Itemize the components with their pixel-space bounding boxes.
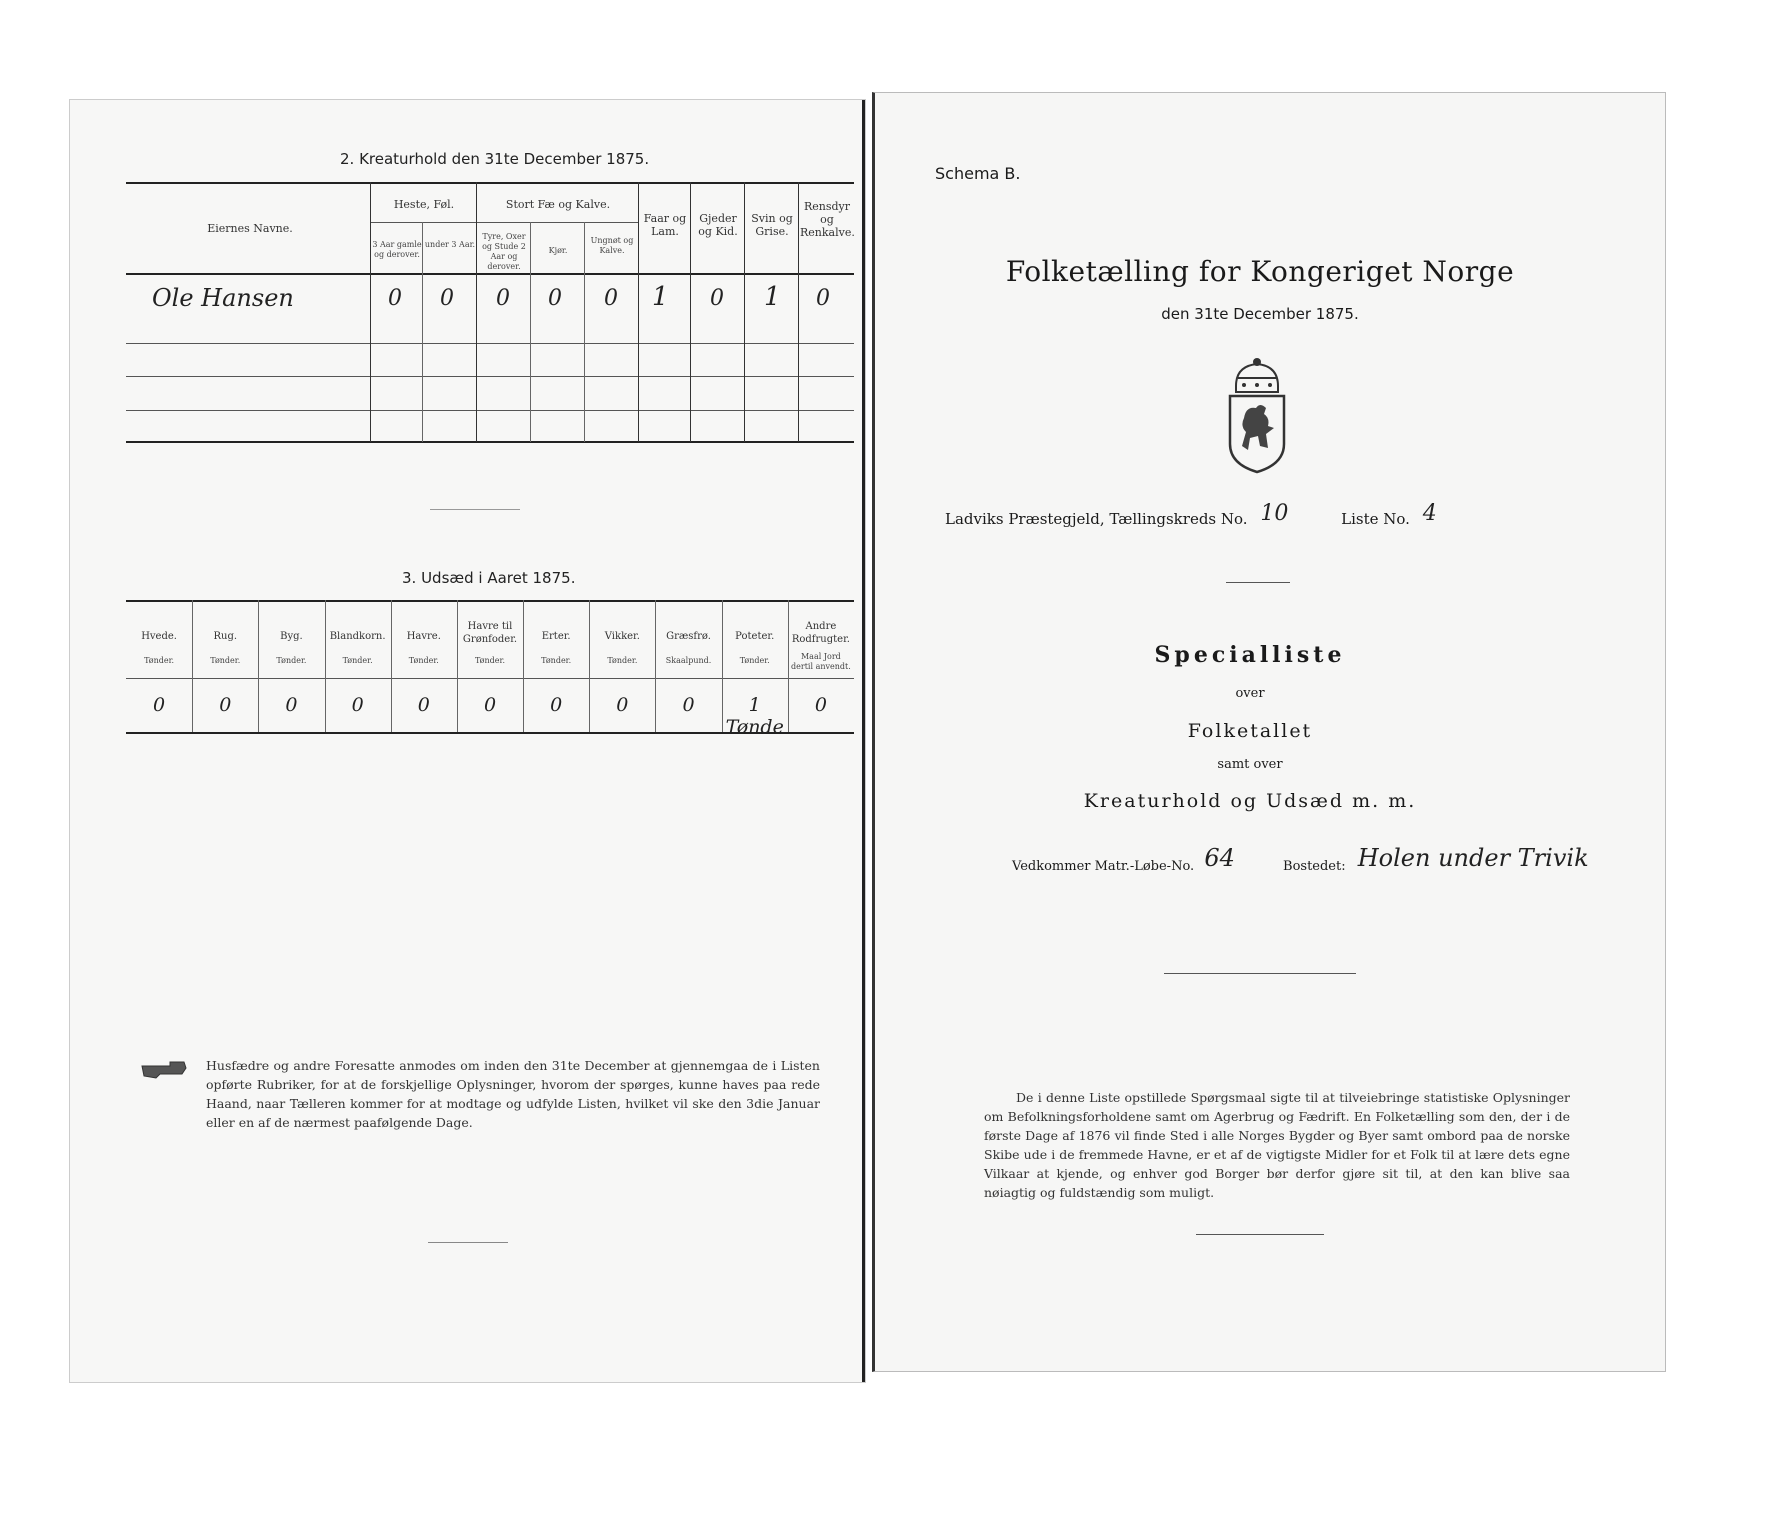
crop-value: 0 (814, 694, 827, 716)
parish-line (945, 501, 1505, 530)
parish-label: Ladviks Præstegjeld, (945, 510, 1105, 528)
bosted-value: Holen under Trivik (1357, 844, 1589, 872)
sub-bulls: Tyre, Oxer og Stude 2 Aar og derover. (482, 232, 526, 271)
value-bulls: 0 (496, 286, 510, 311)
crop-table-title: 3. Udsæd i Aaret 1875. (402, 569, 576, 587)
specialliste-heading: Specialliste (1154, 642, 1346, 668)
crop-col-header: Blandkorn. (329, 631, 386, 642)
crop-col-header: Andre Rodfrugter. (791, 621, 850, 645)
crop-col-header: Havre. (406, 631, 441, 642)
crop-value: 0 (616, 694, 629, 716)
col-sep (530, 222, 531, 442)
census-title: Folketælling for Kongeriget Norge (1005, 255, 1515, 288)
over-text-1: over (1235, 686, 1265, 701)
crop-col-unit: Tønder. (144, 656, 175, 665)
crop-value: 0 (682, 694, 695, 716)
crop-value: 0 (285, 694, 298, 716)
sub-young-cattle: Ungnøt og Kalve. (590, 236, 634, 255)
crop-col-header: Vikker. (604, 631, 640, 642)
crop-value: 0 (153, 694, 166, 716)
col-sep (370, 182, 371, 442)
crop-col-unit: Tønder. (739, 656, 770, 665)
crop-col-unit: Tønder. (342, 656, 373, 665)
group-cattle: Stort Fæ og Kalve. (505, 198, 611, 211)
col-sep (798, 182, 799, 442)
col-sep (476, 182, 477, 442)
value-sheep: 1 (652, 282, 669, 312)
folketallet-text: Folketallet (1187, 720, 1313, 742)
crop-col-unit: Tønder. (541, 656, 572, 665)
notice-text: Husfædre og andre Foresatte anmodes om inden den 31te December at gjennemgaa de i Listen opførte Rubriker, for at de forskjellige Oplysninger, hvorom der spørges, kunne haves paa rede Haand, naar Tælleren kommer for at modtage og udfylde Listen, hvilket vil ske den 3die Januar eller en af de nærmest paafølgende Dage. (206, 1058, 820, 1130)
owner-name: Ole Hansen (152, 284, 294, 312)
matr-value: 64 (1204, 844, 1235, 872)
samt-over-text: samt over (1217, 757, 1283, 772)
matr-label: Vedkommer Matr.-Løbe-No. (1012, 859, 1195, 874)
district-label: Tællingskreds No. (1109, 510, 1248, 528)
crop-col-header: Poteter. (735, 631, 775, 642)
sub-horses-old: 3 Aar gamle og derover. (372, 240, 422, 259)
livestock-table-title: 2. Kreaturhold den 31te December 1875. (340, 150, 650, 168)
crop-col-header: Rug. (213, 631, 238, 642)
group-horses: Heste, Føl. (393, 198, 455, 211)
crop-col-unit: Tønder. (210, 656, 241, 665)
sub-horses-young: under 3 Aar. (424, 240, 476, 249)
value-horses-old: 0 (388, 286, 402, 311)
rule-3 (1196, 1234, 1324, 1235)
group-pigs: Svin og Grise. (751, 212, 793, 238)
crop-col-unit: Tønder. (607, 656, 638, 665)
subject-text: Kreaturhold og Udsæd m. m. (1083, 790, 1417, 812)
district-value: 10 (1260, 501, 1289, 526)
livestock-group-rule (370, 222, 638, 223)
explanatory-paragraph: De i denne Liste opstillede Spørgsmaal sigte til at tilveiebringe statistiske Oplysninger om Befolkningsforholdene samt om Agerbrug og Fædrift. En Folketælling som den, der i de første Dage af 1876 vil finde Sted i alle Norges Bygder og Byer samt ombord paa de norske Skibe ude i de fremmede Havne, er et af de vigtigste Midler for et Folk til at lære dets egne Vilkaar at kjende, og enhver god Borger bør derfor gjøre sit til, at den kan blive saa nøiagtig og fuldstændig som muligt. (984, 1090, 1570, 1200)
crop-col-header: Havre til Grønfoder. (462, 621, 518, 645)
crop-table-top-rule (126, 600, 854, 602)
col-sep (422, 222, 423, 442)
group-sheep: Faar og Lam. (643, 212, 687, 238)
crop-header-bottom-rule (126, 678, 854, 679)
crop-col-unit: Maal Jord dertil anvendt. (791, 652, 851, 671)
crop-col-header: Byg. (280, 631, 303, 642)
crop-col-unit: Skaalpund. (665, 656, 712, 665)
group-reindeer: Rensdyr og Renkalve. (800, 200, 855, 239)
crop-value: 0 (550, 694, 563, 716)
crop-value: 0 (417, 694, 430, 716)
census-subtitle: den 31te December 1875. (1161, 305, 1359, 323)
value-cows: 0 (548, 286, 562, 311)
crop-col-header: Græsfrø. (666, 631, 711, 642)
col-sep (638, 182, 639, 442)
rule-2 (1164, 973, 1356, 974)
col-sep (690, 182, 691, 442)
value-young-cattle: 0 (604, 286, 618, 311)
owner-header: Eiernes Navne. (207, 222, 293, 235)
crop-col-unit: Tønder. (474, 656, 505, 665)
crop-value: 0 (483, 694, 497, 716)
crop-col-header: Hvede. (141, 631, 177, 642)
list-label: Liste No. (1341, 510, 1410, 528)
crop-value: 0 (351, 694, 364, 716)
crop-col-unit: Tønder. (276, 656, 307, 665)
schema-label: Schema B. (935, 164, 1021, 183)
sub-cows: Kjør. (548, 246, 568, 255)
value-pigs: 1 (764, 282, 781, 312)
col-sep (584, 222, 585, 442)
divider (430, 509, 520, 510)
bosted-label: Bostedet: (1283, 859, 1346, 874)
bottom-divider (428, 1242, 508, 1243)
crop-col-header: Erter. (541, 631, 571, 642)
value-goats: 0 (710, 286, 724, 311)
coat-of-arms-icon (1222, 356, 1292, 476)
value-reindeer: 0 (816, 286, 830, 311)
matr-line (1012, 844, 1592, 876)
col-sep (744, 182, 745, 442)
crop-value: 0 (219, 694, 232, 716)
list-value: 4 (1422, 501, 1437, 526)
crop-value: 1 Tønde (725, 694, 784, 738)
pointing-hand-icon (140, 1058, 188, 1080)
crop-col-unit: Tønder. (408, 656, 439, 665)
value-horses-young: 0 (440, 286, 454, 311)
group-goats: Gjeder og Kid. (698, 212, 738, 238)
rule-1 (1226, 582, 1290, 583)
